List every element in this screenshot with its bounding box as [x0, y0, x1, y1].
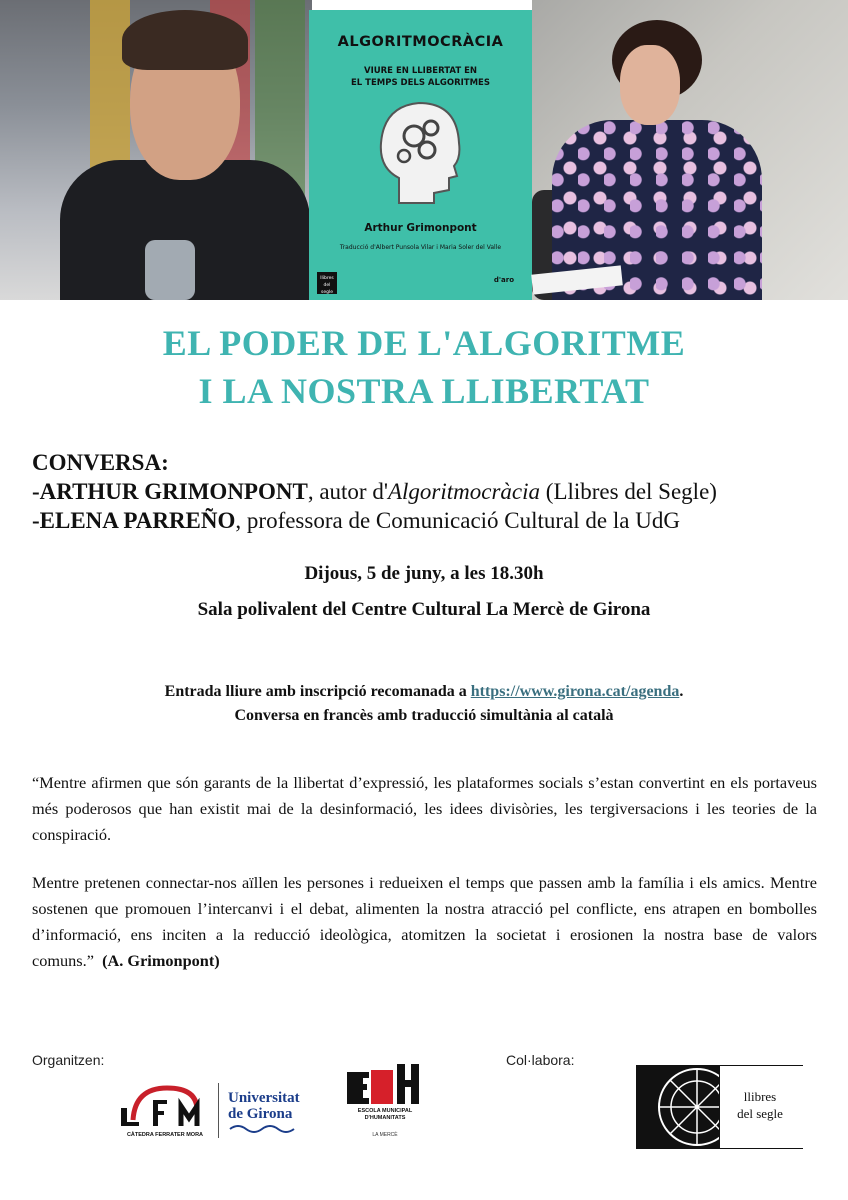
entry-info: Entrada lliure amb inscripció recomanada a https://www.girona.cat/agenda. — [164, 683, 684, 700]
book-publisher: d'aro — [493, 276, 514, 284]
event-title-line2: I LA NOSTRA LLIBERTAT — [198, 371, 650, 411]
udg-logo: Universitat de Girona — [228, 1090, 300, 1140]
book-author: Arthur Grimonpont — [364, 222, 477, 234]
udg-wave-icon — [228, 1122, 298, 1136]
photo-arthur-grimonpont — [0, 0, 312, 300]
book-subtitle: VIURE EN LLIBERTAT EN EL TEMPS DELS ALGORITMES — [350, 66, 490, 88]
emh-mark-icon — [345, 1062, 425, 1106]
quote-citation: (A. Grimonpont) — [102, 951, 220, 970]
book-title: ALGORITMOCRÀCIA — [337, 34, 504, 50]
hero-banner — [0, 0, 848, 300]
book-translators: Traducció d'Albert Punsola Vilar i Maria Soler del Valle — [339, 244, 502, 251]
escola-municipal-humanitats-logo: ESCOLA MUNICIPAL D'HUMANITATS LA MERCÈ — [345, 1062, 425, 1142]
collaborator-label: Col·labora: — [506, 1052, 575, 1068]
quote-paragraph-1: “Mentre afirmen que són garants de la llibertat d’expressió, les plataformes socials s’estan convertint en els portaveus més poderosos que han existit mai de la desinformació, les idees divisòries, les tergiversacions i les teories de la conspiració. — [32, 773, 817, 844]
conversa-label: CONVERSA: — [32, 450, 169, 475]
quote-paragraph-2: Mentre pretenen connectar-nos aïllen les persones i redueixen el temps que passen amb la família i els amics. Mentre sostenen que promouen l’intercanvi i el debat, alimenten la nostra atracció pel conflicte, ens atrapen en bombolles d’informació, ens inciten a la reducció ideològica, atomitzen la societat i erosionen la nostra base de valors comuns.” (A. Grimonpont) — [32, 873, 817, 970]
logo-divider — [218, 1083, 219, 1138]
agenda-link[interactable]: https://www.girona.cat/agenda — [470, 683, 680, 700]
language-note: Conversa en francès amb traducció simultània al català — [234, 707, 614, 724]
speaker-2: -ELENA PARREÑO, professora de Comunicació Cultural de la UdG — [32, 508, 680, 533]
llibres-del-segle-logo: llibres del segle — [636, 1065, 803, 1149]
photo-elena-parreno — [532, 0, 848, 300]
book-imprint-logo: llibres del segle — [317, 272, 337, 294]
brain-gears-icon — [369, 98, 469, 208]
organizers-label: Organitzen: — [32, 1052, 105, 1068]
catedra-ferrater-mora-logo: CÀTEDRA FERRATER MORA — [115, 1080, 215, 1140]
conversa-block — [32, 448, 717, 535]
event-date: Dijous, 5 de juny, a les 18.30h — [304, 563, 544, 584]
speaker-1: -ARTHUR GRIMONPONT, autor d'Algoritmocràcia (Llibres del Segle) — [32, 479, 717, 504]
book-cover — [309, 10, 532, 300]
event-title-line1: EL PODER DE L'ALGORITME — [162, 323, 686, 363]
compass-rose-icon — [637, 1066, 719, 1148]
lfm-mark-icon — [115, 1080, 215, 1132]
event-place: Sala polivalent del Centre Cultural La Mercè de Girona — [197, 599, 651, 620]
